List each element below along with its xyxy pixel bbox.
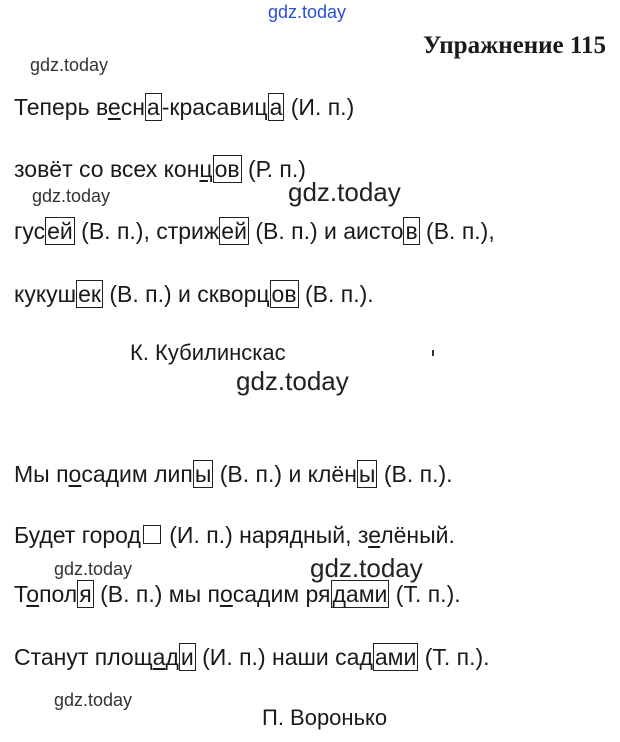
poem1-line-4: кукушек (В. п.) и скворцов (В. п.). xyxy=(14,281,374,307)
poem1-line-2: зовёт со всех концов (Р. п.) xyxy=(14,156,306,182)
poem1-line-1: Теперь весна-красавица (И. п.) xyxy=(14,94,355,120)
watermark: gdz.today xyxy=(236,366,349,396)
poem2-line-1: Мы посадим липы (В. п.) и клёны (В. п.). xyxy=(14,461,453,487)
poem1-author: К. Кубилинскас xyxy=(130,340,286,365)
watermark: gdz.today xyxy=(54,559,133,579)
watermark: gdz.today xyxy=(288,177,401,207)
poem2-author: П. Воронько xyxy=(262,705,388,730)
watermark: gdz.today xyxy=(32,186,111,206)
watermark: gdz.today xyxy=(30,55,109,75)
watermark-top: gdz.today xyxy=(268,2,347,22)
exercise-title: Упражнение 115 xyxy=(422,32,606,59)
poem2-line-3: Тополя (В. п.) мы посадим рядами (Т. п.). xyxy=(14,581,461,607)
empty-ending-box xyxy=(143,525,161,544)
watermark: gdz.today xyxy=(54,690,133,710)
poem2-line-4: Станут площади (И. п.) наши садами (Т. п.). xyxy=(14,644,490,670)
watermark: gdz.today xyxy=(310,553,423,583)
poem2-line-2: Будет город (И. п.) нарядный, зелёный. xyxy=(14,522,455,548)
stray-mark xyxy=(432,350,434,356)
poem1-line-3: гусей (В. п.), стрижей (В. п.) и аистов (В. п.), xyxy=(14,218,495,244)
